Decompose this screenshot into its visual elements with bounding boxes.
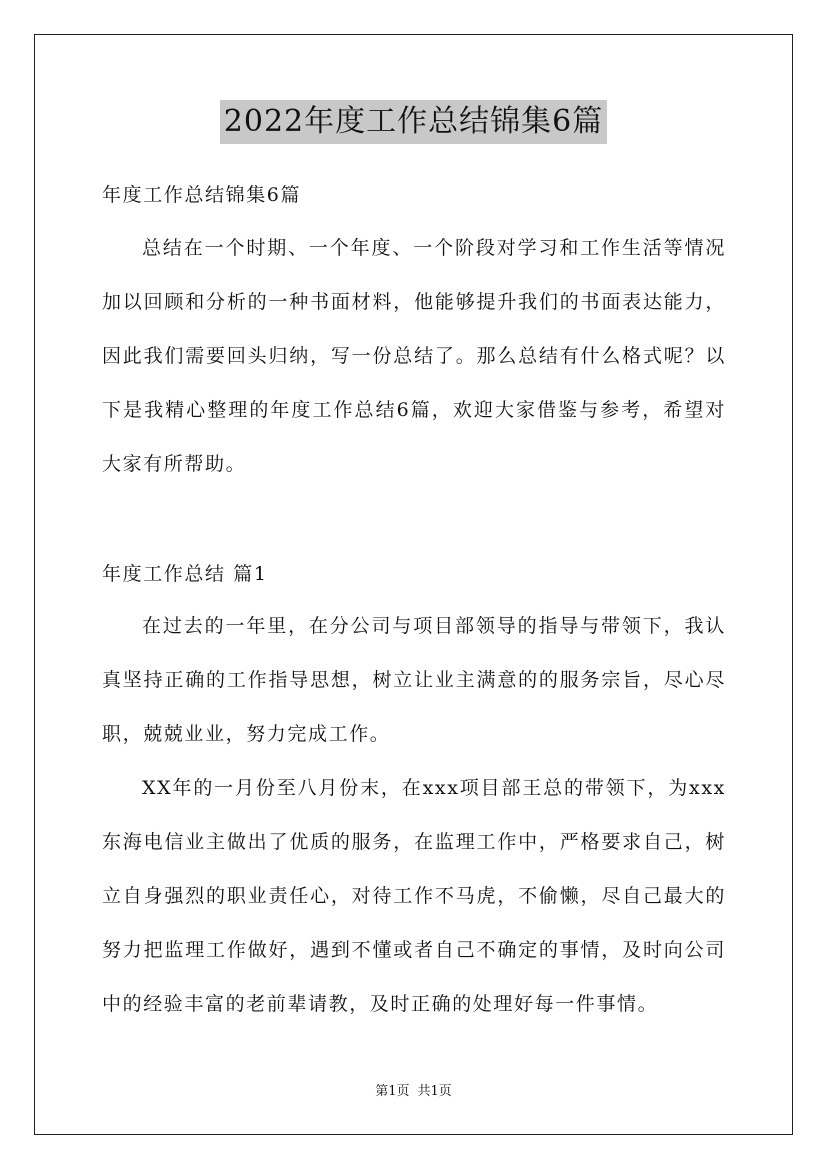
document-subtitle: 年度工作总结锦集6篇 <box>102 184 302 206</box>
page-footer <box>0 1083 827 1101</box>
page-total: 共1页 <box>417 1084 452 1099</box>
section-heading: 年度工作总结 篇1 <box>102 563 268 585</box>
body-paragraph-2: XX年的一月份至八月份末，在xxx项目部王总的带领下，为xxx东海电信业主做出了优质的服务，在监理工作中，严格要求自己，树立自身强烈的职业责任心，对待工作不马虎，不偷懒，尽自己最大的努力把监理工作做好，遇到不懂或者自己不确定的事情，及时向公司中的经验丰富的老前辈请教，及时正确的处理好每一件事情。 <box>102 777 726 1015</box>
intro-paragraph: 总结在一个时期、一个年度、一个阶段对学习和工作生活等情况加以回顾和分析的一种书面材料，他能够提升我们的书面表达能力，因此我们需要回头归纳，写一份总结了。那么总结有什么格式呢？以下是我精心整理的年度工作总结6篇，欢迎大家借鉴与参考，希望对大家有所帮助。 <box>102 237 726 475</box>
title-container <box>0 100 827 144</box>
body-paragraph-1: 在过去的一年里，在分公司与项目部领导的指导与带领下，我认真坚持正确的工作指导思想，树立让业主满意的的服务宗旨，尽心尽职，兢兢业业，努力完成工作。 <box>102 615 726 745</box>
page-number: 第1页 <box>375 1084 410 1099</box>
document-title: 2022年度工作总结锦集6篇 <box>220 100 607 144</box>
